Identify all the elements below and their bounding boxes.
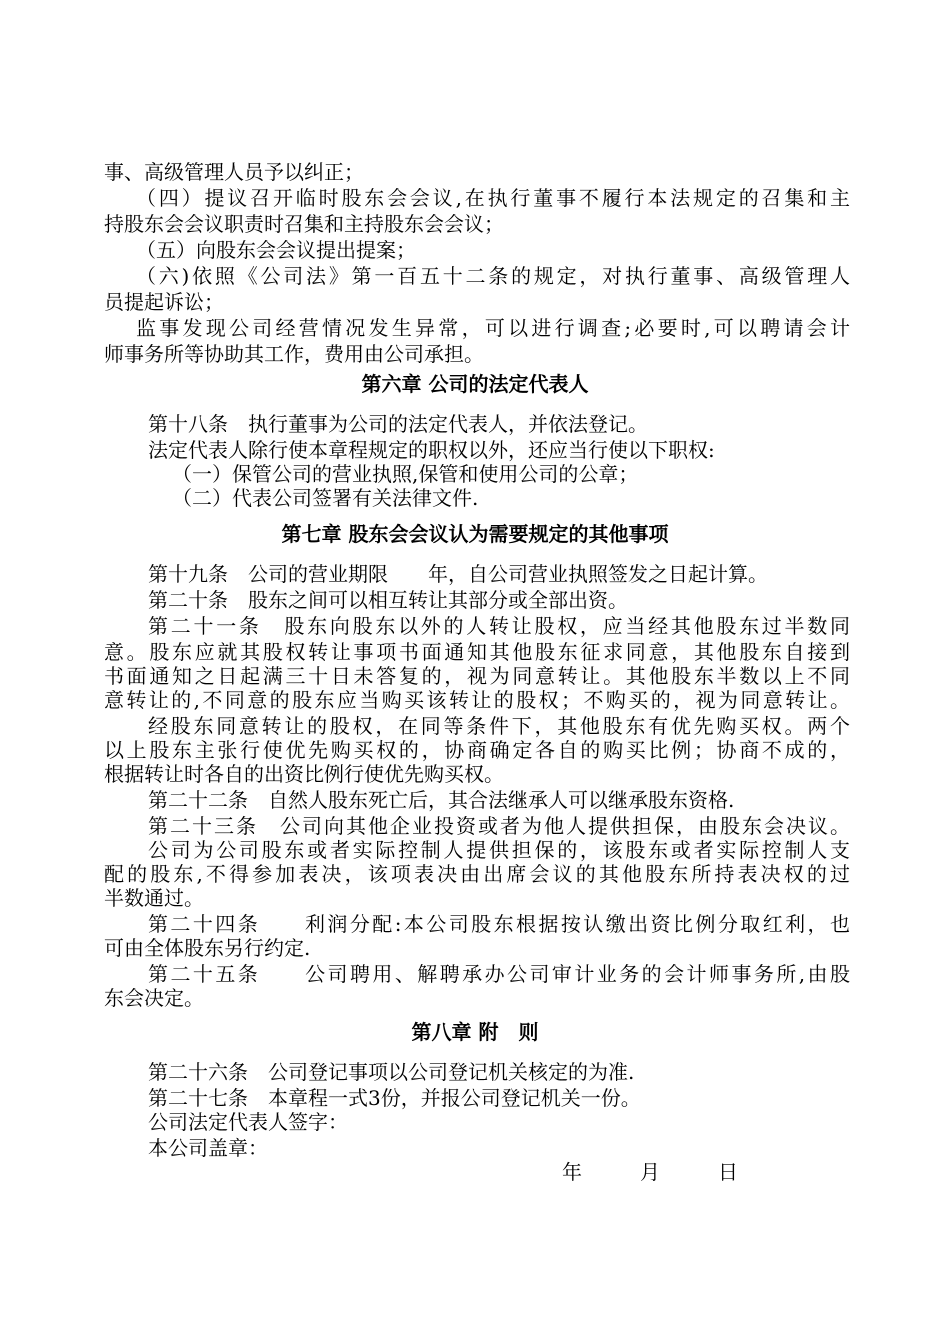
text-line: 经股东同意转让的股权，在同等条件下，其他股东有优先购买权。两个	[148, 714, 850, 738]
chapter-heading: 第七章 股东会会议认为需要规定的其他事项	[281, 522, 669, 546]
text-line: 根据转让时各自的出资比例行使优先购买权。	[104, 762, 504, 786]
text-line: 书面通知之日起满三十日未答复的，视为同意转让。其他股东半数以上不同	[104, 664, 850, 688]
text-line: 第二十五条 公司聘用、解聘承办公司审计业务的会计师事务所,由股	[148, 962, 850, 986]
text-line: 第二十条 股东之间可以相互转让其部分或全部出资。	[148, 588, 628, 612]
text-line: 第十八条 执行董事为公司的法定代表人，并依法登记。	[148, 412, 648, 436]
text-line: （五）向股东会会议提出提案；	[136, 238, 416, 262]
text-line: 事、高级管理人员予以纠正；	[104, 160, 364, 184]
text-line: 师事务所等协助其工作，费用由公司承担。	[104, 342, 484, 366]
text-line: 第十九条 公司的营业期限 年，自公司营业执照签发之日起计算。	[148, 562, 768, 586]
text-line: 监事发现公司经营情况发生异常，可以进行调查;必要时,可以聘请会计	[136, 316, 850, 340]
text-line: 意。股东应就其股权转让事项书面通知其他股东征求同意，其他股东自接到	[104, 640, 850, 664]
text-line: 意转让的,不同意的股东应当购买该转让的股权；不购买的，视为同意转让。	[104, 688, 850, 712]
text-line: 法定代表人除行使本章程规定的职权以外，还应当行使以下职权:	[148, 438, 715, 462]
text-line: （六)依照《公司法》第一百五十二条的规定，对执行董事、高级管理人	[136, 264, 850, 288]
date-year: 年	[562, 1160, 582, 1184]
text-line: （一）保管公司的营业执照,保管和使用公司的公章；	[172, 462, 639, 486]
text-line: 第二十二条 自然人股东死亡后，其合法继承人可以继承股东资格.	[148, 788, 735, 812]
text-line: 可由全体股东另行约定.	[104, 936, 311, 960]
text-line: 配的股东,不得参加表决，该项表决由出席会议的其他股东所持表决权的过	[104, 862, 850, 886]
text-line: 第二十一条 股东向股东以外的人转让股权，应当经其他股东过半数同	[148, 614, 850, 638]
text-line: 第二十三条 公司向其他企业投资或者为他人提供担保，由股东会决议。	[148, 814, 850, 838]
text-line: （四）提议召开临时股东会会议,在执行董事不履行本法规定的召集和主	[136, 186, 850, 210]
text-line: 半数通过。	[104, 886, 204, 910]
text-line: 以上股东主张行使优先购买权的，协商确定各自的购买比例；协商不成的，	[104, 738, 850, 762]
text-line: 东会决定。	[104, 986, 204, 1010]
signature-label: 公司法定代表人签字：	[148, 1110, 348, 1134]
chapter-heading: 第八章 附 则	[411, 1020, 539, 1044]
text-line: 第二十七条 本章程一式3份，并报公司登记机关一份。	[148, 1086, 641, 1110]
text-line: 第二十四条 利润分配:本公司股东根据按认缴出资比例分取红利，也	[148, 912, 850, 936]
text-line: 持股东会会议职责时召集和主持股东会会议；	[104, 212, 504, 236]
seal-label: 本公司盖章：	[148, 1136, 268, 1160]
chapter-heading: 第六章 公司的法定代表人	[361, 372, 589, 396]
text-line: （二）代表公司签署有关法律文件.	[172, 486, 479, 510]
date-day: 日	[718, 1160, 738, 1184]
text-line: 公司为公司股东或者实际控制人提供担保的，该股东或者实际控制人支	[148, 838, 850, 862]
text-line: 第二十六条 公司登记事项以公司登记机关核定的为准.	[148, 1060, 635, 1084]
date-month: 月	[640, 1160, 660, 1184]
text-line: 员提起诉讼；	[104, 290, 224, 314]
